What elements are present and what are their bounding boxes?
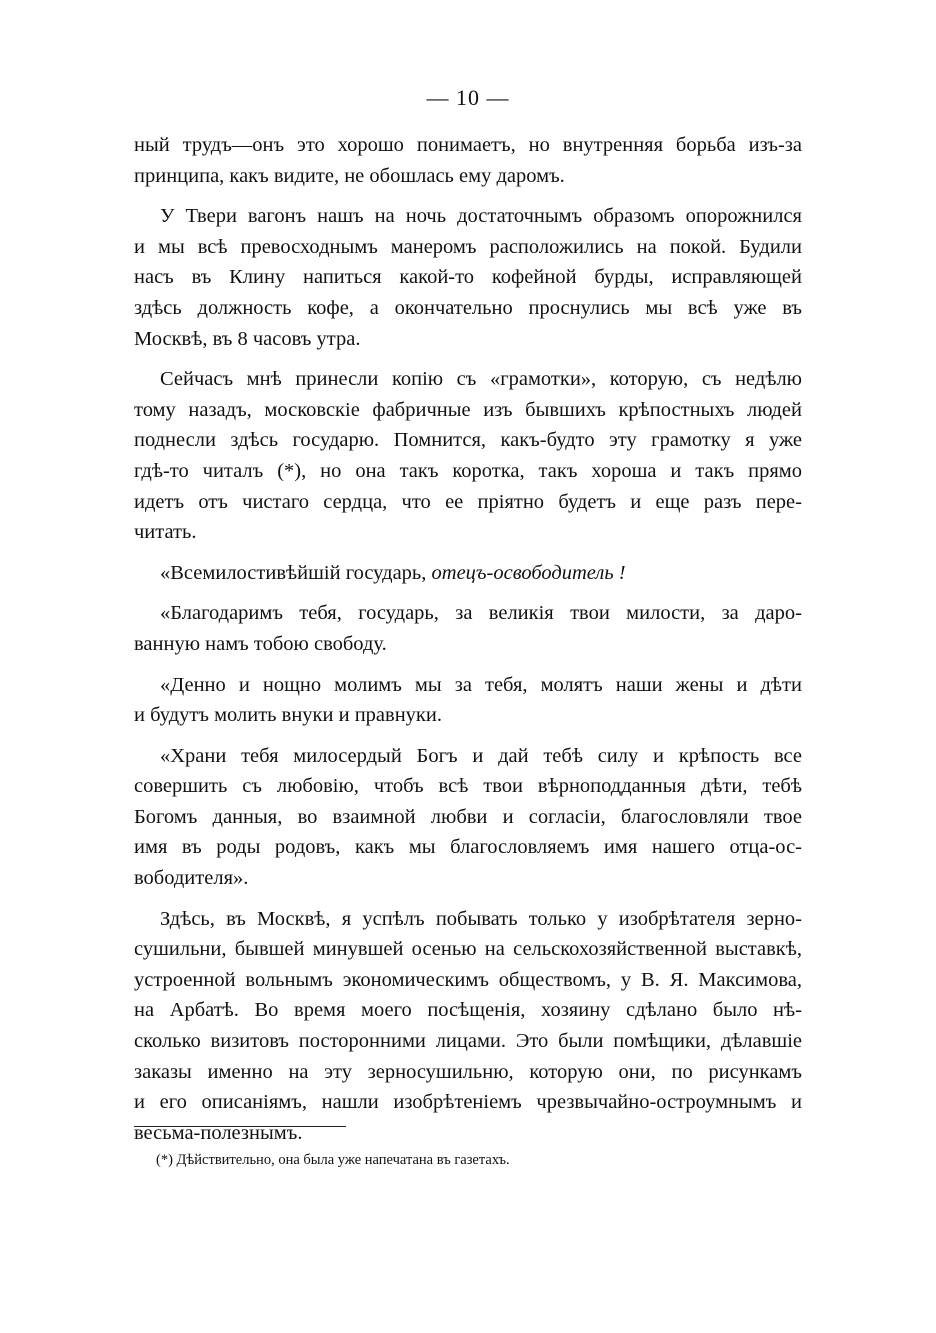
paragraph	[134, 741, 802, 894]
text-line	[134, 558, 802, 589]
text-line: вободителя».	[134, 867, 249, 890]
text-line: Сейчасъ мнѣ принесли копію съ «грамотки», которую, съ недѣлю	[160, 368, 802, 391]
text-line: «Денно и нощно молимъ мы за тебя, молятъ наши жены и дѣти	[160, 673, 802, 696]
text-line: Москвѣ, въ 8 часовъ утра.	[134, 327, 361, 350]
text-line: идетъ отъ чистаго сердца, что ее пріятно будетъ и еще разъ пере-	[134, 490, 802, 513]
text-line: читать.	[134, 521, 197, 544]
paragraph	[134, 364, 802, 548]
text-line: У Твери вагонъ нашъ на ночь достаточнымъ образомъ опорожнился	[160, 205, 802, 228]
text-line: заказы именно на эту зерносушильню, которую они, по рисункамъ	[134, 1060, 802, 1083]
paragraph	[134, 904, 802, 1149]
text-line: сколько визитовъ посторонними лицами. Это были помѣщики, дѣлавшіе	[134, 1030, 802, 1053]
text-line: весьма-полезнымъ.	[134, 1121, 303, 1144]
text-line: поднесли здѣсь государю. Помнится, какъ-будто эту грамотку я уже	[134, 429, 802, 452]
text-line: ванную намъ тобою свободу.	[134, 632, 387, 655]
text-line: совершить съ любовію, чтобъ всѣ твои вѣрноподданныя дѣти, тебѣ	[134, 775, 802, 798]
text-line: «Благодаримъ тебя, государь, за великія твои милости, за даро-	[160, 602, 802, 625]
text-line: и будутъ молить внуки и правнуки.	[134, 704, 442, 727]
salutation-italic: отецъ-освободитель !	[431, 561, 626, 584]
paragraph	[134, 558, 802, 589]
text-line: на Арбатѣ. Во время моего посѣщенія, хозяину сдѣлано было нѣ-	[134, 999, 802, 1022]
text-line: принципа, какъ видите, не обошлась ему даромъ.	[134, 164, 565, 187]
text-line: и мы всѣ превосходнымъ манеромъ расположились на покой. Будили	[134, 235, 802, 258]
body-text	[134, 130, 802, 1158]
text-line: сушильни, бывшей минувшей осенью на сельскохозяйственной выставкѣ,	[134, 938, 802, 961]
text-line: ный трудъ—онъ это хорошо понимаетъ, но внутренняя борьба изъ-за	[134, 134, 802, 156]
footnote: (*) Дѣйствительно, она была уже напечатана въ газетахъ.	[156, 1152, 510, 1168]
paragraph	[134, 670, 802, 731]
text-line: «Храни тебя милосердый Богъ и дай тебѣ силу и крѣпость все	[160, 744, 802, 767]
text-line: здѣсь должность кофе, а окончательно проснулись мы всѣ уже въ	[134, 296, 802, 319]
text-line: гдѣ-то читалъ (*), но она такъ коротка, такъ хороша и такъ прямо	[134, 459, 802, 482]
page-number: — 10 —	[426, 85, 510, 110]
text-line: Богомъ данныя, во взаимной любви и согласіи, благословляли твое	[134, 805, 802, 828]
footnote-divider	[134, 1126, 346, 1127]
text-line: насъ въ Клину напиться какой-то кофейной бурды, исправляющей	[134, 266, 802, 289]
text-line: и его описаніямъ, нашли изобрѣтеніемъ чрезвычайно-остроумнымъ и	[134, 1091, 802, 1114]
paragraph	[134, 201, 802, 354]
paragraph	[134, 130, 802, 191]
text-line: тому назадъ, московскіе фабричные изъ бывшихъ крѣпостныхъ людей	[134, 398, 802, 421]
text-line: имя въ роды родовъ, какъ мы благословляемъ имя нашего отца-ос-	[134, 836, 802, 859]
text-line: Здѣсь, въ Москвѣ, я успѣлъ побывать только у изобрѣтателя зерно-	[160, 907, 802, 930]
text-line: устроенной вольнымъ экономическимъ обществомъ, у В. Я. Максимова,	[134, 968, 802, 991]
salutation-text: «Всемилостивѣйшій государь,	[160, 561, 432, 584]
paragraph	[134, 598, 802, 659]
